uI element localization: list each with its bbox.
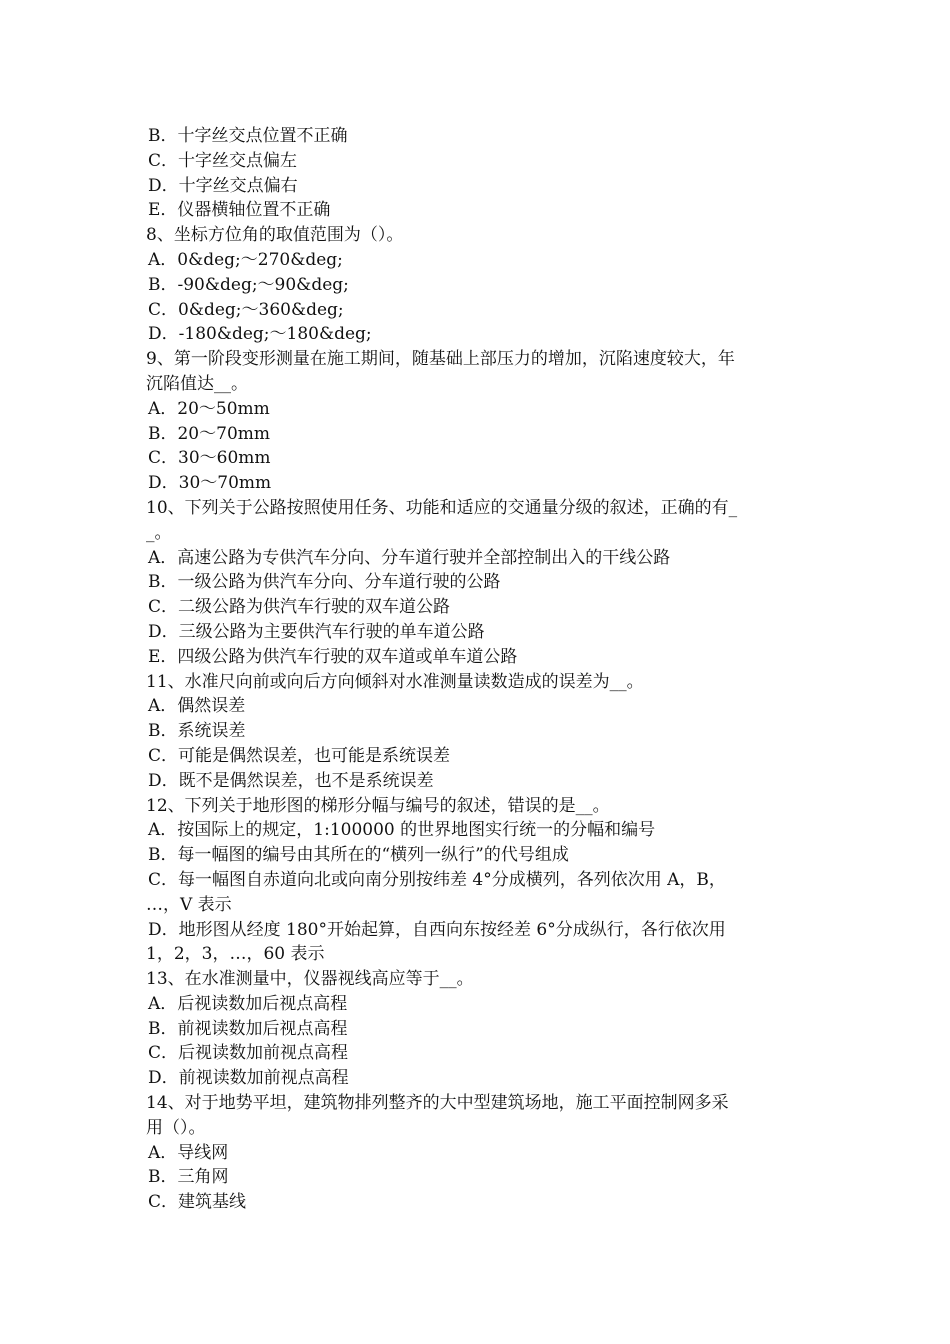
option-line: D．前视读数加前视点高程 [148, 1068, 349, 1089]
question-line: 14、对于地势平坦，建筑物排列整齐的大中型建筑场地，施工平面控制网多采 [146, 1093, 729, 1114]
continuation-line: 1，2，3，…，60 表示 [146, 944, 325, 965]
question-line: 9、第一阶段变形测量在施工期间，随基础上部压力的增加，沉陷速度较大，年 [146, 349, 735, 370]
option-line: B．三角网 [148, 1167, 229, 1188]
option-line: C．后视读数加前视点高程 [148, 1043, 349, 1064]
option-line: A．导线网 [148, 1142, 229, 1163]
option-line: C．可能是偶然误差，也可能是系统误差 [148, 745, 451, 766]
option-line: C．十字丝交点偏左 [148, 150, 298, 171]
option-line: B．十字丝交点位置不正确 [148, 126, 348, 146]
option-line: A．偶然误差 [148, 696, 246, 717]
option-line: D．十字丝交点偏右 [148, 175, 298, 196]
option-line: D．既不是偶然误差，也不是系统误差 [148, 770, 434, 791]
option-line: B．系统误差 [148, 721, 246, 742]
option-line: C．每一幅图自赤道向北或向南分别按纬差 4°分成横列，各列依次用 A，B， [148, 869, 726, 890]
continuation-line: 沉陷值达__。 [146, 373, 248, 394]
option-line: C．建筑基线 [148, 1192, 247, 1213]
option-line: A．后视读数加后视点高程 [148, 993, 348, 1014]
question-line: 13、在水准测量中，仪器视线高应等于__。 [146, 969, 474, 990]
continuation-line: _。 [146, 522, 172, 543]
option-line: D．三级公路为主要供汽车行驶的单车道公路 [148, 621, 485, 642]
option-line: A．20～50mm [148, 398, 270, 419]
option-line: D．地形图从经度 180°开始起算，自西向东按经差 6°分成纵行，各行依次用 [148, 919, 726, 940]
question-line: 12、下列关于地形图的梯形分幅与编号的叙述，错误的是__。 [146, 795, 610, 816]
option-line: A．按国际上的规定，1:100000 的世界地图实行统一的分幅和编号 [148, 820, 656, 841]
continuation-line: 用（）。 [146, 1117, 206, 1138]
option-line: D．30～70mm [148, 473, 272, 494]
option-line: E．仪器横轴位置不正确 [148, 200, 331, 221]
question-line: 8、坐标方位角的取值范围为（）。 [146, 225, 404, 246]
question-line: 11、水准尺向前或向后方向倾斜对水准测量读数造成的误差为__。 [146, 671, 644, 692]
option-line: B．每一幅图的编号由其所在的“横列一纵行”的代号组成 [148, 845, 569, 866]
option-line: B．一级公路为供汽车分向、分车道行驶的公路 [148, 572, 501, 593]
option-line: E．四级公路为供汽车行驶的双车道或单车道公路 [148, 646, 518, 667]
document-body [146, 124, 814, 1215]
option-line: D．-180&deg;～180&deg; [148, 324, 372, 345]
option-line: C．30～60mm [148, 448, 271, 469]
option-line: A．0&deg;～270&deg; [148, 249, 343, 270]
option-line: C．二级公路为供汽车行驶的双车道公路 [148, 597, 451, 618]
question-line: 10、下列关于公路按照使用任务、功能和适应的交通量分级的叙述，正确的有_ [146, 497, 738, 518]
option-line: B．20～70mm [148, 423, 270, 444]
option-line: A．高速公路为专供汽车分向、分车道行驶并全部控制出入的干线公路 [148, 547, 671, 568]
option-line: B．前视读数加后视点高程 [148, 1018, 348, 1039]
continuation-line: …，V 表示 [146, 894, 232, 915]
option-line: C．0&deg;～360&deg; [148, 299, 344, 320]
option-line: B．-90&deg;～90&deg; [148, 274, 349, 295]
